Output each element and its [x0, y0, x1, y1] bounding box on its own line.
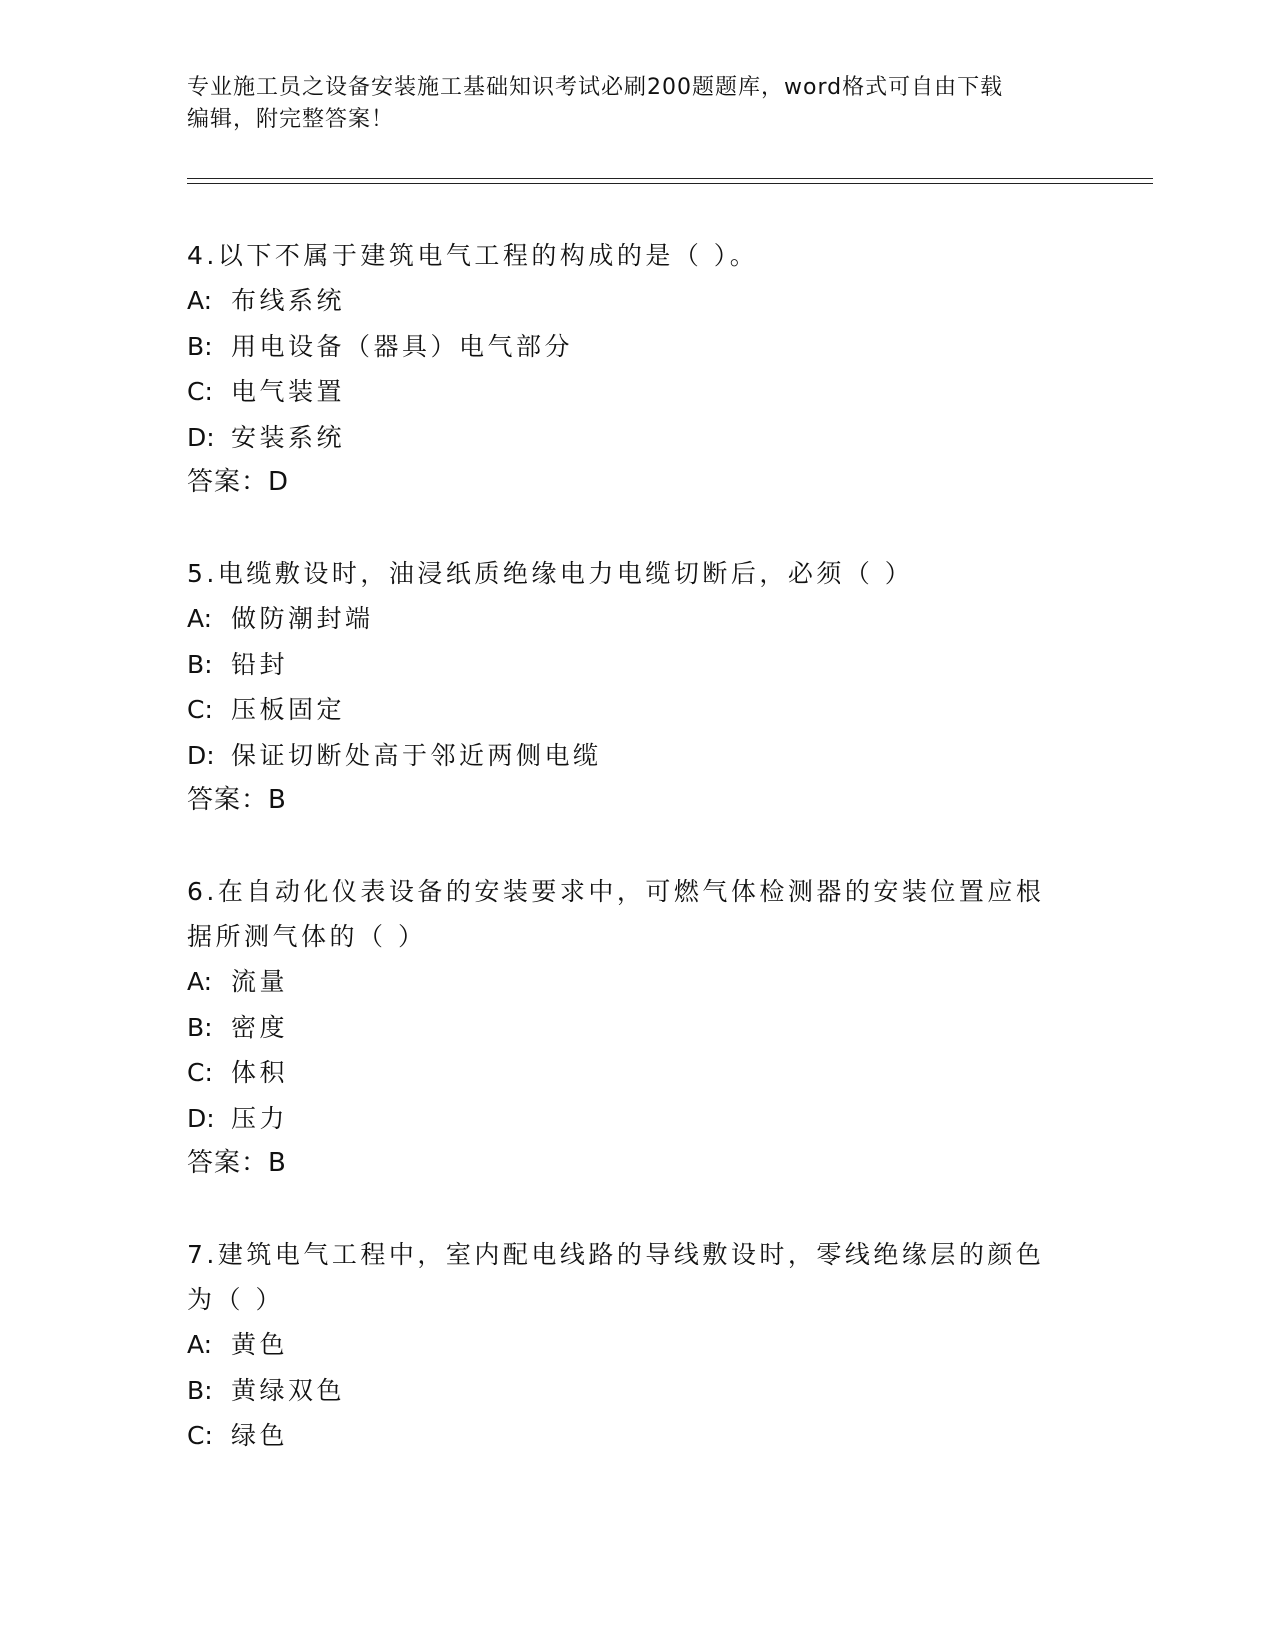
option-text: 压力: [231, 1103, 289, 1133]
option-key: C:: [187, 1421, 213, 1450]
option-text: 黄绿双色: [231, 1375, 346, 1405]
option-key: C:: [187, 377, 213, 406]
option-key: B:: [187, 1012, 213, 1042]
option-b: [187, 1005, 1087, 1051]
option-c: [187, 1050, 1087, 1096]
option-d: [187, 733, 1087, 779]
option-text: 黄色: [231, 1330, 289, 1359]
option-d: [187, 1096, 1087, 1142]
header-line-1: 专业施工员之设备安装施工基础知识考试必刷200题题库，word格式可自由下载: [187, 75, 1004, 100]
question-title: 4.以下不属于建筑电气工程的构成的是（ ）。: [187, 241, 759, 270]
option-d: [187, 415, 1087, 461]
question-title-line-2: 为（ ）: [187, 1285, 284, 1314]
option-text: 流量: [231, 967, 289, 996]
option-key: D:: [187, 1103, 215, 1133]
option-key: A:: [187, 604, 213, 633]
option-c: [187, 687, 1087, 733]
option-a: [187, 1322, 1087, 1368]
header-line-2: 编辑，附完整答案！: [187, 107, 395, 132]
document-header: [187, 72, 1087, 136]
option-a: [187, 278, 1087, 324]
option-c: [187, 369, 1087, 415]
option-c: [187, 1413, 1087, 1459]
option-key: B:: [187, 1375, 213, 1405]
option-a: [187, 959, 1087, 1005]
question-5: [187, 551, 1087, 823]
option-text: 布线系统: [231, 286, 346, 315]
question-title-line-1: 7.建筑电气工程中，室内配电线路的导线敷设时，零线绝缘层的颜色: [187, 1240, 1045, 1269]
option-text: 安装系统: [231, 422, 346, 452]
option-text: 保证切断处高于邻近两侧电缆: [231, 740, 602, 770]
option-text: 铅封: [231, 649, 289, 679]
answer: 答案：D: [187, 467, 290, 497]
question-6: [187, 869, 1087, 1186]
option-key: C:: [187, 1058, 213, 1087]
question-title-line-1: 6.在自动化仪表设备的安装要求中，可燃气体检测器的安装位置应根: [187, 877, 1045, 906]
question-title-line-2: 据所测气体的（ ）: [187, 922, 427, 951]
option-text: 压板固定: [231, 695, 346, 724]
header-divider-top: [187, 178, 1153, 179]
option-key: A:: [187, 1330, 213, 1359]
option-key: B:: [187, 649, 213, 679]
question-7: [187, 1232, 1087, 1459]
option-text: 密度: [231, 1012, 289, 1042]
option-text: 做防潮封端: [231, 604, 374, 633]
option-b: [187, 1368, 1087, 1414]
question-title: 5.电缆敷设时，油浸纸质绝缘电力电缆切断后，必须（ ）: [187, 559, 914, 588]
option-text: 体积: [231, 1058, 289, 1087]
option-key: A:: [187, 286, 213, 315]
option-b: [187, 642, 1087, 688]
header-divider-bottom: [187, 183, 1153, 184]
answer: 答案：B: [187, 1148, 287, 1178]
option-text: 用电设备（器具）电气部分: [231, 331, 574, 361]
option-text: 电气装置: [231, 377, 346, 406]
answer: 答案：B: [187, 785, 287, 815]
option-key: A:: [187, 967, 213, 996]
option-key: D:: [187, 422, 215, 452]
option-b: [187, 324, 1087, 370]
option-key: B:: [187, 331, 213, 361]
option-key: C:: [187, 695, 213, 724]
option-a: [187, 596, 1087, 642]
question-4: [187, 233, 1087, 505]
option-text: 绿色: [231, 1421, 289, 1450]
option-key: D:: [187, 740, 215, 770]
